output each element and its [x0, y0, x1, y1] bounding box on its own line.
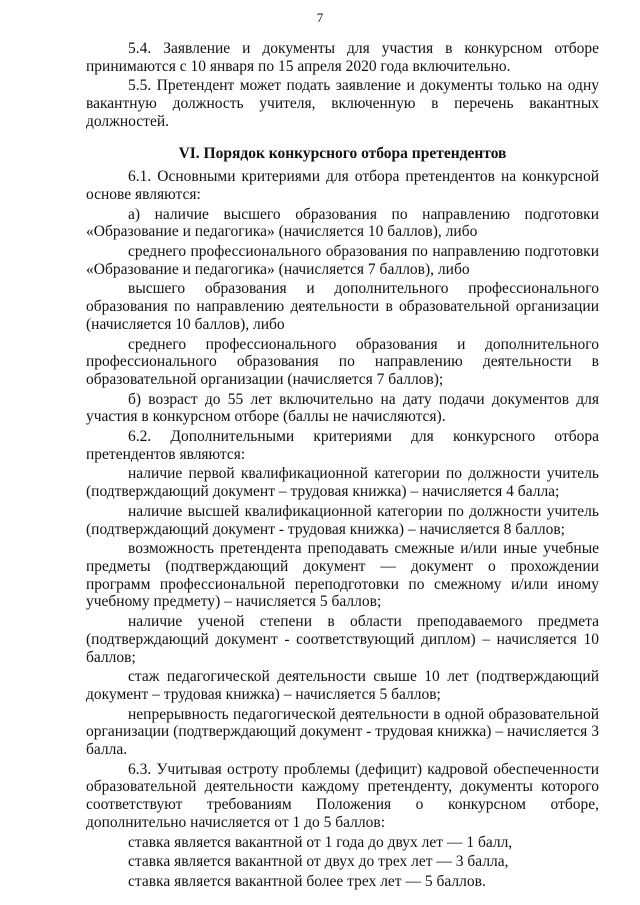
criterion-b-age: б) возраст до 55 лет включительно на дату подачи документов для участия в конкурсном отборе (баллы не начисляются). — [86, 390, 599, 426]
criterion-higher-plus-additional: высшего образования и дополнительного профессионального образования по направлению деятельности в образовательной организации (начисляется 10 баллов), либо — [86, 280, 599, 333]
criterion-secondary-education: среднего профессионального образования по направлению подготовки «Образование и педагогика» (начисляется 7 баллов), либо — [86, 243, 599, 278]
paragraph-5-4: 5.4. Заявление и документы для участия в конкурсном отборе принимаются с 10 января по 15 апреля 2020 года включительно. — [86, 40, 599, 75]
extra-experience: стаж педагогической деятельности свыше 10 лет (подтверждающий документ – трудовая книжка) – начисляется 5 баллов; — [86, 668, 599, 703]
extra-academic-degree: наличие ученой степени в области преподаваемого предмета (подтверждающий документ - соответствующий диплом) – начисляется 10 баллов; — [86, 613, 599, 666]
extra-first-category: наличие первой квалификационной категории по должности учитель (подтверждающий документ – трудовая книжка) – начисляется 4 балла; — [86, 465, 599, 501]
extra-related-subjects: возможность претендента преподавать смежные и/или иные учебные предметы (подтверждающий документ — документ о прохождении программ профессиональной переподготовки по смежному и/или иному учебному предмету) – начисляется 5 баллов; — [86, 540, 599, 611]
vacancy-over-3-years: ставка является вакантной более трех лет — 5 баллов. — [128, 872, 486, 890]
paragraph-6-1: 6.1. Основными критериями для отбора претендентов на конкурсной основе являются: — [86, 168, 599, 203]
extra-continuity: непрерывность педагогической деятельности в одной образовательной организации (подтверждающий документ - трудовая книжка) – начисляется 3 балла. — [86, 705, 599, 759]
paragraph-6-3: 6.3. Учитывая остроту проблемы (дефицит) кадровой обеспеченности образовательной деятельности каждому претенденту, документы которого соответствуют требованиям Положения о конкурсном отборе, дополнительно начисляется от 1 до 5 баллов: — [86, 760, 599, 831]
criterion-secondary-plus-additional: среднего профессионального образования и дополнительного профессионального образования по направлению деятельности в образовательной организации (начисляется 7 баллов); — [86, 335, 599, 388]
document-body — [86, 40, 599, 893]
criterion-a-higher-education: а) наличие высшего образования по направлению подготовки «Образование и педагогика» (начисляется 10 баллов), либо — [86, 205, 599, 241]
vacancy-2-3-years: ставка является вакантной от двух до трех лет — 3 балла, — [128, 853, 509, 871]
extra-highest-category: наличие высшей квалификационной категории по должности учитель (подтверждающий документ - трудовая книжка) – начисляется 8 баллов; — [86, 502, 599, 538]
page-number: 7 — [316, 10, 324, 25]
paragraph-5-5: 5.5. Претендент может подать заявление и документы только на одну вакантную должность учителя, включенную в перечень вакантных должностей. — [86, 77, 599, 130]
section-title: VI. Порядок конкурсного отбора претендентов — [178, 144, 507, 162]
paragraph-6-2: 6.2. Дополнительными критериями для конкурсного отбора претендентов являются: — [86, 428, 599, 463]
vacancy-1-2-years: ставка является вакантной от 1 года до двух лет — 1 балл, — [128, 833, 513, 851]
